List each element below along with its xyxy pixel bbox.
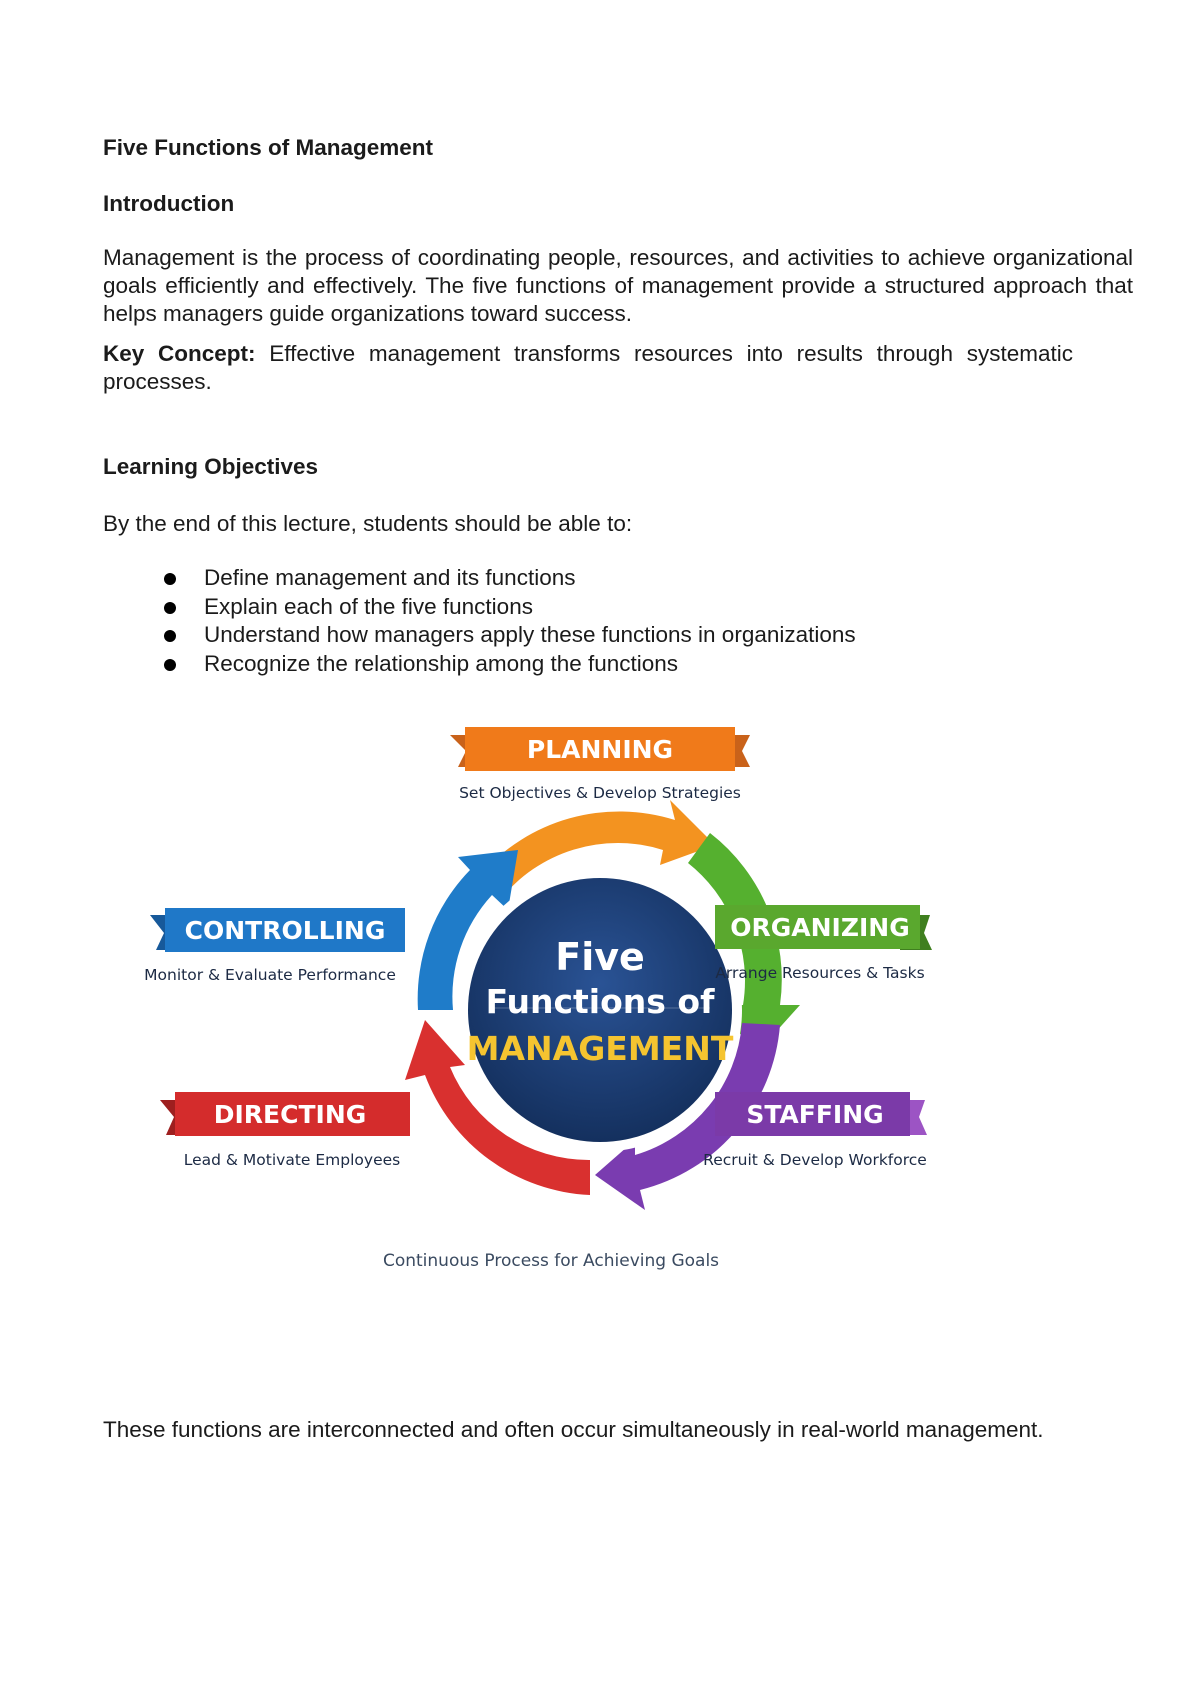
bullet-icon bbox=[164, 659, 176, 671]
objectives-list bbox=[160, 564, 856, 678]
list-item bbox=[160, 564, 856, 593]
objective-text: Recognize the relationship among the functions bbox=[204, 650, 679, 676]
organizing-subtitle: Arrange Resources & Tasks bbox=[715, 964, 925, 982]
key-concept-label: Key Concept: bbox=[103, 341, 256, 366]
planning-banner bbox=[450, 727, 750, 802]
key-concept-text: Effective management transforms resources into results through systematic processes. bbox=[103, 341, 1073, 394]
bullet-icon bbox=[164, 602, 176, 614]
objective-text: Explain each of the five functions bbox=[204, 593, 533, 619]
list-item bbox=[160, 593, 856, 622]
directing-subtitle: Lead & Motivate Employees bbox=[183, 1151, 401, 1169]
staffing-banner bbox=[703, 1092, 927, 1169]
closing-paragraph: These functions are interconnected and often occur simultaneously in real-world management. bbox=[103, 1417, 1044, 1442]
organizing-banner bbox=[715, 905, 932, 982]
key-concept bbox=[103, 340, 1073, 396]
planning-subtitle: Set Objectives & Develop Strategies bbox=[459, 784, 741, 802]
center-line2: Functions of bbox=[485, 982, 715, 1021]
objectives-heading: Learning Objectives bbox=[103, 454, 319, 479]
list-item bbox=[160, 621, 856, 650]
planning-title: PLANNING bbox=[526, 735, 674, 764]
staffing-title: STAFFING bbox=[746, 1100, 884, 1129]
staffing-subtitle: Recruit & Develop Workforce bbox=[703, 1151, 927, 1169]
controlling-banner bbox=[144, 908, 405, 984]
bullet-icon bbox=[164, 630, 176, 642]
list-item bbox=[160, 650, 856, 679]
organizing-title: ORGANIZING bbox=[730, 913, 910, 942]
objectives-intro: By the end of this lecture, students should be able to: bbox=[103, 511, 633, 536]
document-title: Five Functions of Management bbox=[103, 135, 434, 160]
directing-banner bbox=[160, 1092, 410, 1169]
objective-text: Understand how managers apply these functions in organizations bbox=[204, 622, 856, 647]
controlling-subtitle: Monitor & Evaluate Performance bbox=[144, 966, 396, 984]
center-line3: MANAGEMENT bbox=[466, 1029, 734, 1068]
five-functions-diagram bbox=[140, 705, 1080, 1345]
intro-heading: Introduction bbox=[103, 191, 235, 216]
intro-paragraph: Management is the process of coordinating people, resources, and activities to achieve organizational goals efficiently and effectively. The five functions of management provide a structured approach that helps managers guide organizations toward success. bbox=[103, 245, 1133, 326]
diagram-caption: Continuous Process for Achieving Goals bbox=[382, 1251, 720, 1271]
directing-title: DIRECTING bbox=[213, 1100, 367, 1129]
center-line1: Five bbox=[555, 935, 645, 979]
controlling-title: CONTROLLING bbox=[184, 916, 386, 945]
bullet-icon bbox=[164, 573, 176, 585]
objective-text: Define management and its functions bbox=[204, 565, 576, 590]
